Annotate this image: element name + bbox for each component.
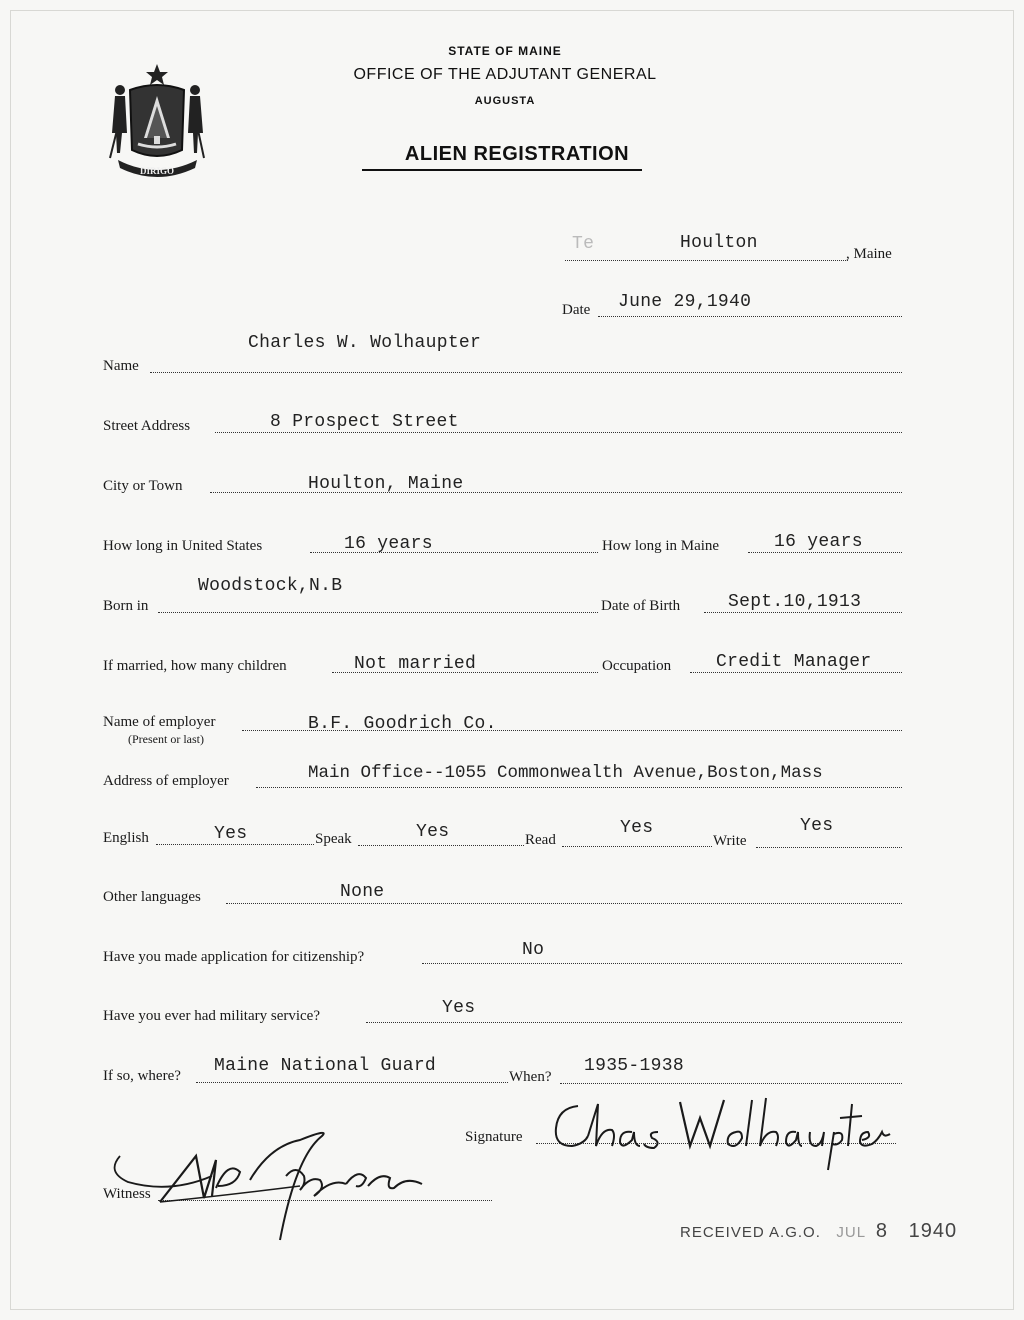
dob-value: Sept.10,1913 [728,592,862,612]
citizenship-line [422,963,902,964]
town-line [565,260,848,261]
date-line [598,316,902,317]
witness-label: Witness [103,1186,151,1202]
seal-motto-text: DIRIGO [139,166,175,176]
employer-label: Name of employer [103,714,216,730]
military-value: Yes [442,998,476,1018]
received-stamp [680,1220,957,1243]
signature-label: Signature [465,1129,523,1145]
citizenship-value: No [522,940,545,960]
dob-label: Date of Birth [601,598,681,614]
me-time-label: How long in Maine [602,538,720,554]
employer-addr-line [256,787,902,788]
state-heading: STATE OF MAINE [448,44,562,58]
employer-sublabel: (Present or last) [128,732,204,746]
born-label: Born in [103,598,149,614]
military-label: Have you ever had military service? [103,1008,320,1024]
maine-label: , Maine [846,246,892,262]
street-line [215,432,902,433]
town-prefix-value: Te [572,234,595,254]
name-value: Charles W. Wolhaupter [248,333,482,353]
employer-addr-label: Address of employer [103,773,229,789]
stamp-received-text: RECEIVED A.G.O. [680,1224,821,1241]
signature-scrawl [540,1088,900,1178]
write-value: Yes [800,816,834,836]
me-time-line [748,552,902,553]
city-value: Houlton, Maine [308,474,464,494]
city-heading: AUGUSTA [474,95,536,107]
occupation-label: Occupation [602,658,672,674]
us-time-value: 16 years [344,534,433,554]
me-time-value: 16 years [774,532,863,552]
town-value: Houlton [680,233,758,253]
english-label: English [103,830,149,846]
children-label: If married, how many children [103,658,287,674]
employer-value: B.F. Goodrich Co. [308,714,497,734]
speak-line [358,845,524,846]
where-value: Maine National Guard [214,1056,437,1076]
other-lang-line [226,903,902,904]
when-line [560,1083,902,1084]
stamp-month: JUL [836,1224,866,1241]
name-line [150,372,902,373]
speak-value: Yes [416,822,450,842]
read-label: Read [525,832,556,848]
office-heading: OFFICE OF THE ADJUTANT GENERAL [353,66,657,83]
other-lang-value: None [340,882,385,902]
date-value: June 29,1940 [618,292,752,312]
write-label: Write [713,833,747,849]
title-underline [362,169,642,171]
other-lang-label: Other languages [103,889,201,905]
employer-addr-value: Main Office--1055 Commonwealth Avenue,Boston,Mass [308,763,823,783]
occupation-value: Credit Manager [716,652,872,672]
born-value: Woodstock,N.B [198,576,343,596]
city-label: City or Town [103,478,183,494]
english-value: Yes [214,824,248,844]
date-label: Date [562,302,591,318]
where-line [196,1082,508,1083]
when-value: 1935-1938 [584,1056,684,1076]
write-line [756,847,902,848]
children-value: Not married [354,654,477,674]
read-value: Yes [620,818,654,838]
form-title: ALIEN REGISTRATION [404,143,630,165]
military-line [366,1022,902,1023]
speak-label: Speak [315,831,352,847]
us-time-label: How long in United States [103,538,263,554]
where-label: If so, where? [103,1068,181,1084]
english-line [156,844,314,845]
dob-line [704,612,902,613]
occupation-line [690,672,902,673]
when-label: When? [509,1069,552,1085]
stamp-day: 8 [875,1220,888,1242]
street-value: 8 Prospect Street [270,412,459,432]
street-label: Street Address [103,418,191,434]
stamp-year: 1940 [908,1220,958,1242]
witness-scrawl [100,1116,440,1246]
born-line [158,612,598,613]
read-line [562,846,712,847]
citizenship-label: Have you made application for citizenship? [103,949,365,965]
name-label: Name [103,358,139,374]
